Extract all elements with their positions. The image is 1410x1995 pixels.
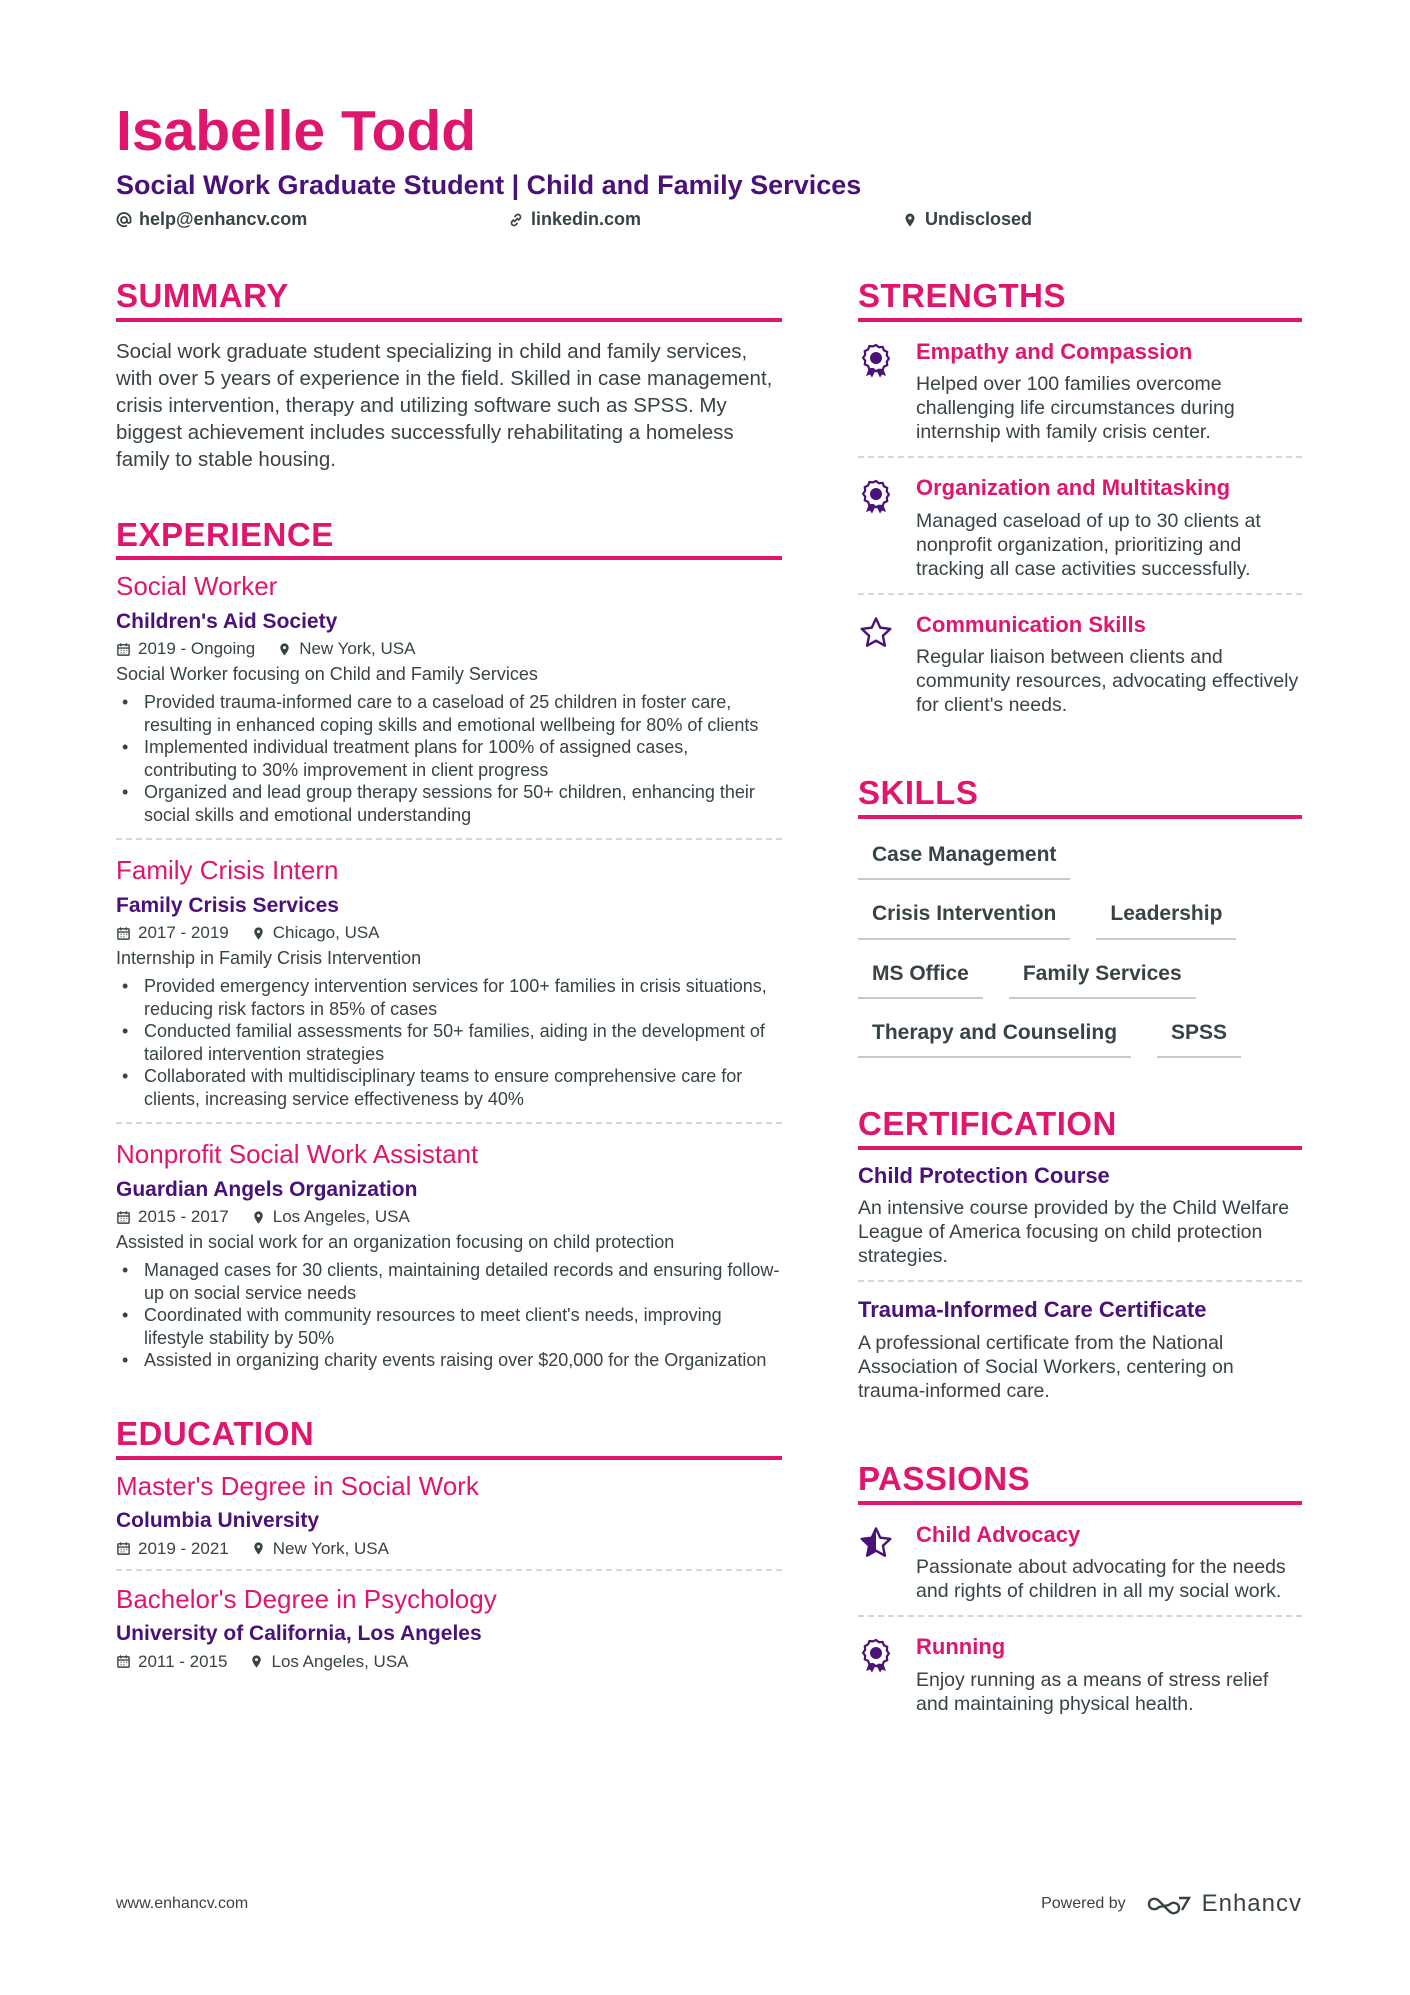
- strength-body: [916, 474, 1302, 581]
- calendar-icon: [116, 926, 131, 941]
- strength-item: [858, 472, 1302, 595]
- passion-description: Enjoy running as a means of stress relief and maintaining physical health.: [916, 1668, 1269, 1715]
- contact-linkedin[interactable]: [508, 209, 641, 230]
- passion-item: [858, 1631, 1302, 1728]
- degree-title: Master's Degree in Social Work: [116, 1470, 479, 1501]
- award-ribbon-icon: [858, 342, 894, 378]
- education-dates: [116, 1652, 227, 1672]
- right-column: [858, 276, 1302, 1728]
- certification-item: [858, 1162, 1302, 1283]
- education-location: [251, 1539, 389, 1559]
- location-pin-icon: [251, 926, 266, 941]
- certification-heading: CERTIFICATION: [858, 1104, 1302, 1150]
- skills-section: [858, 773, 1302, 1058]
- job-location: [251, 923, 380, 943]
- brand-logo[interactable]: [1146, 1890, 1302, 1918]
- job-dates: [116, 1207, 229, 1227]
- job-dates: [116, 639, 255, 659]
- passion-icon-wrap: [858, 1521, 898, 1604]
- contact-bar: [116, 209, 1306, 235]
- contact-email[interactable]: [116, 209, 307, 230]
- job-location-text: Chicago, USA: [272, 923, 380, 943]
- strength-icon-wrap: [858, 474, 898, 581]
- certification-description: A professional certificate from the National Association of Social Workers, centering on trauma-informed care.: [858, 1331, 1234, 1402]
- certification-description: An intensive course provided by the Child Welfare League of America focusing on child protection strategies.: [858, 1197, 1290, 1268]
- job-bullet: • Assisted in organizing charity events raising over $20,000 for the Organization: [116, 1349, 782, 1372]
- summary-text: Social work graduate student specializing in child and family services, with over 5 years of experience in the field. Skilled in case management, crisis intervention, therapy and utilizing software such as SPSS. My biggest achievement includes successfully rehabilitating a homeless family to stable housing.: [116, 339, 773, 471]
- job-bullets: [116, 975, 782, 1110]
- footer-powered: [1041, 1890, 1302, 1918]
- job-location: [251, 1207, 410, 1227]
- job-location-text: New York, USA: [299, 639, 416, 659]
- contact-location: [902, 209, 1032, 230]
- job-description: Social Worker focusing on Child and Family Services: [116, 664, 538, 685]
- skill-tag: Case Management: [858, 841, 1070, 880]
- powered-by-label: Powered by: [1041, 1895, 1126, 1912]
- experience-section: [116, 515, 782, 1384]
- email-text: help@enhancv.com: [139, 209, 308, 229]
- passion-body: [916, 1521, 1302, 1604]
- certification-title: Trauma-Informed Care Certificate: [858, 1297, 1207, 1323]
- candidate-title: Social Work Graduate Student | Child and Family Services: [116, 170, 862, 200]
- education-entry: [116, 1470, 782, 1571]
- footer-website[interactable]: www.enhancv.com: [116, 1895, 249, 1912]
- passion-icon-wrap: [858, 1633, 898, 1716]
- job-company: Family Crisis Services: [116, 894, 339, 918]
- job-bullets: [116, 691, 782, 826]
- strength-item: [858, 336, 1302, 459]
- location-text: Undisclosed: [925, 209, 1033, 229]
- skill-tag: Crisis Intervention: [858, 900, 1070, 939]
- strength-body: [916, 338, 1302, 445]
- job-company: Guardian Angels Organization: [116, 1178, 418, 1202]
- strength-icon-wrap: [858, 338, 898, 445]
- brand-name: Enhancv: [1201, 1890, 1302, 1917]
- job-dates-text: 2017 - 2019: [138, 923, 229, 943]
- education-meta: [116, 1539, 782, 1559]
- job-dates-text: 2015 - 2017: [138, 1207, 229, 1227]
- job-location-text: Los Angeles, USA: [272, 1207, 410, 1227]
- education-location-text: New York, USA: [272, 1538, 389, 1558]
- degree-title: Bachelor's Degree in Psychology: [116, 1583, 497, 1614]
- job-meta: [116, 1207, 782, 1227]
- calendar-icon: [116, 642, 131, 657]
- job-bullet: • Provided emergency intervention services for 100+ families in crisis situations, reducing risk factors in 85% of cases: [116, 975, 782, 1020]
- job-bullet: • Organized and lead group therapy sessions for 50+ children, enhancing their social skills and emotional understanding: [116, 781, 782, 826]
- experience-heading: EXPERIENCE: [116, 515, 782, 561]
- strength-icon-wrap: [858, 611, 898, 718]
- half-star-icon: [858, 1525, 894, 1561]
- job-title: Social Worker: [116, 571, 278, 602]
- education-section: [116, 1414, 782, 1682]
- education-dates-text: 2011 - 2015: [138, 1651, 228, 1671]
- skill-tag: Family Services: [1009, 960, 1196, 999]
- school-name: University of California, Los Angeles: [116, 1622, 482, 1646]
- location-pin-icon: [902, 212, 918, 228]
- job-company: Children's Aid Society: [116, 609, 338, 633]
- education-meta: [116, 1652, 782, 1672]
- job-bullet: • Managed cases for 30 clients, maintaining detailed records and ensuring follow-up on social service needs: [116, 1259, 782, 1304]
- job-bullet: • Provided trauma-informed care to a caseload of 25 children in foster care, resulting in enhanced coping skills and emotional wellbeing for 80% of clients: [116, 691, 782, 736]
- summary-section: [116, 276, 782, 473]
- education-dates-text: 2019 - 2021: [138, 1538, 229, 1558]
- passion-body: [916, 1633, 1302, 1716]
- job-bullet: • Collaborated with multidisciplinary teams to ensure comprehensive care for clients, increasing service effectiveness by 40%: [116, 1065, 782, 1110]
- location-pin-icon: [277, 642, 292, 657]
- certification-section: [858, 1104, 1302, 1415]
- experience-entry: [116, 854, 782, 1124]
- summary-heading: SUMMARY: [116, 276, 782, 322]
- passion-item: [858, 1519, 1302, 1618]
- job-description: Internship in Family Crisis Intervention: [116, 948, 422, 969]
- education-location: [249, 1652, 408, 1672]
- calendar-icon: [116, 1654, 131, 1669]
- job-bullets: [116, 1259, 782, 1372]
- skill-tag: SPSS: [1157, 1019, 1241, 1058]
- left-column: [116, 276, 782, 1694]
- passion-description: Passionate about advocating for the needs and rights of children in all my social work.: [916, 1556, 1286, 1603]
- strength-description: Regular liaison between clients and community resources, advocating effectively for client's needs.: [916, 646, 1299, 717]
- school-name: Columbia University: [116, 1509, 320, 1533]
- award-ribbon-icon: [858, 1637, 894, 1673]
- strengths-heading: STRENGTHS: [858, 276, 1302, 322]
- passion-title: Running: [916, 1634, 1006, 1660]
- location-pin-icon: [251, 1210, 266, 1225]
- skill-tag: Leadership: [1096, 900, 1236, 939]
- strengths-section: [858, 276, 1302, 729]
- skill-tag: MS Office: [858, 960, 983, 999]
- job-description: Assisted in social work for an organization focusing on child protection: [116, 1232, 675, 1253]
- star-outline-icon: [858, 615, 894, 651]
- strength-title: Empathy and Compassion: [916, 338, 1193, 364]
- strength-description: Managed caseload of up to 30 clients at nonprofit organization, prioritizing and tracking all case activities successfully.: [916, 509, 1261, 580]
- job-dates: [116, 923, 229, 943]
- job-bullet: • Conducted familial assessments for 50+ families, aiding in the development of tailored intervention strategies: [116, 1020, 782, 1065]
- calendar-icon: [116, 1541, 131, 1556]
- strength-body: [916, 611, 1302, 718]
- strength-description: Helped over 100 families overcome challenging life circumstances during internship with family crisis center.: [916, 373, 1235, 444]
- certification-title: Child Protection Course: [858, 1162, 1110, 1188]
- education-location-text: Los Angeles, USA: [271, 1651, 409, 1671]
- calendar-icon: [116, 1210, 131, 1225]
- job-location: [277, 639, 415, 659]
- enhancv-logo-icon: [1146, 1892, 1192, 1916]
- skills-heading: SKILLS: [858, 773, 1302, 819]
- experience-entry: [116, 570, 782, 840]
- strength-item: [858, 609, 1302, 730]
- job-bullet: • Coordinated with community resources to meet client's needs, improving lifestyle stability by 50%: [116, 1304, 782, 1349]
- link-icon: [508, 212, 524, 228]
- certification-item: [858, 1296, 1302, 1415]
- passion-title: Child Advocacy: [916, 1521, 1081, 1547]
- job-meta: [116, 923, 782, 943]
- skill-tag: Therapy and Counseling: [858, 1019, 1131, 1058]
- candidate-name: Isabelle Todd: [116, 99, 477, 163]
- education-heading: EDUCATION: [116, 1414, 782, 1460]
- job-bullet: • Implemented individual treatment plans for 100% of assigned cases, contributing to 30% improvement in client progress: [116, 736, 782, 781]
- award-ribbon-icon: [858, 478, 894, 514]
- strength-title: Communication Skills: [916, 611, 1146, 637]
- location-pin-icon: [249, 1654, 264, 1669]
- skills-list: [858, 841, 1302, 1058]
- job-title: Nonprofit Social Work Assistant: [116, 1139, 479, 1170]
- job-dates-text: 2019 - Ongoing: [138, 639, 256, 659]
- job-title: Family Crisis Intern: [116, 855, 339, 886]
- job-meta: [116, 639, 782, 659]
- strength-title: Organization and Multitasking: [916, 475, 1231, 501]
- education-dates: [116, 1539, 229, 1559]
- education-entry: [116, 1583, 782, 1682]
- experience-entry: [116, 1138, 782, 1384]
- linkedin-text: linkedin.com: [531, 209, 642, 229]
- location-pin-icon: [251, 1541, 266, 1556]
- at-icon: [116, 212, 132, 228]
- passions-heading: PASSIONS: [858, 1459, 1302, 1505]
- passions-section: [858, 1459, 1302, 1728]
